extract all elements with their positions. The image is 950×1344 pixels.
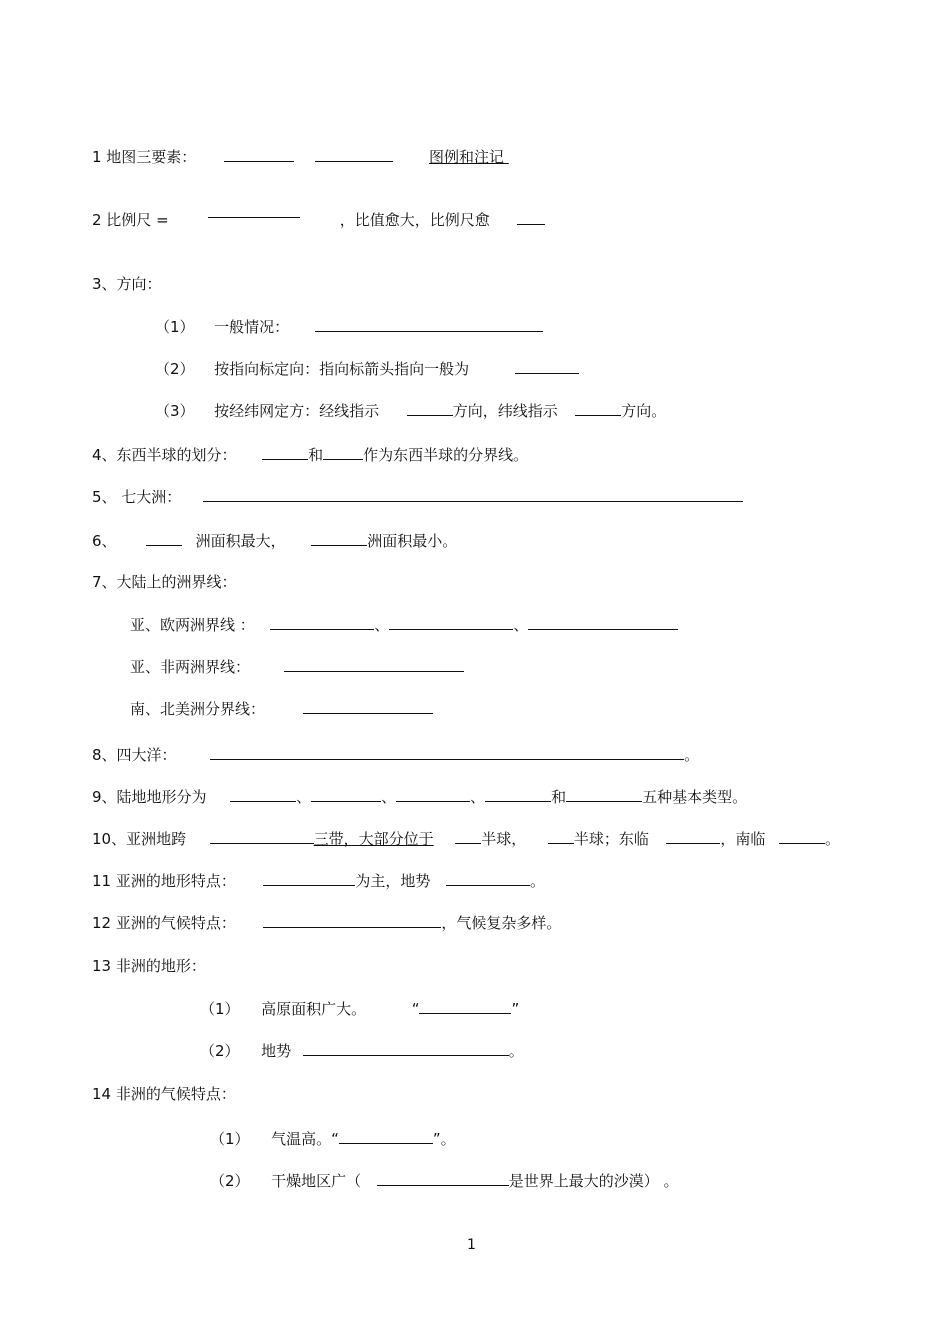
- q7-1-text: 亚、欧两洲界线 ：: [130, 616, 255, 634]
- q3-1-num: （1）: [155, 318, 195, 336]
- q13-1-close-quote: ”: [511, 1000, 520, 1018]
- q1-blank-1: [224, 146, 294, 162]
- q11-blank-2: [446, 870, 530, 886]
- q9-blank-5: [566, 786, 642, 802]
- question-10: [92, 828, 840, 849]
- question-14-item-2: [210, 1170, 678, 1191]
- q11-label: 11 亚洲的地形特点：: [92, 872, 236, 890]
- q6-blank-2: [311, 530, 367, 546]
- question-13-label: 13 非洲的地形：: [92, 957, 206, 975]
- q13-2-text: 地势: [261, 1042, 292, 1060]
- q1-label: 1 地图三要素：: [92, 148, 197, 166]
- q3-2-text: 按指向标定向：指向标箭头指向一般为: [214, 360, 470, 378]
- q10-blank-1: [210, 828, 314, 844]
- q10-blank-3: [548, 828, 574, 844]
- q9-and: 和: [551, 788, 567, 806]
- q14-1-num: （1）: [210, 1130, 250, 1148]
- q2-label: 2 比例尺 =: [92, 211, 169, 229]
- q7-2-blank: [284, 656, 464, 672]
- question-7-row-3: [130, 698, 433, 719]
- q10-blank-2: [455, 828, 481, 844]
- q3-3-text3: 方向。: [621, 402, 667, 420]
- q9-blank-2: [311, 786, 381, 802]
- question-2: [92, 209, 545, 230]
- q1-answer: 图例和注记: [429, 148, 505, 166]
- q4-label: 4、东西半球的划分：: [92, 446, 237, 464]
- question-8: [92, 744, 699, 765]
- q2-fraction-line: [208, 217, 300, 218]
- q9-blank-1: [230, 786, 296, 802]
- question-13-item-1: [200, 998, 519, 1019]
- q11-t1: 为主，地势: [355, 872, 431, 890]
- q13-1-open-quote: “: [411, 1000, 420, 1018]
- q13-2-blank: [303, 1040, 509, 1056]
- question-5: [92, 486, 743, 507]
- question-12: [92, 912, 561, 933]
- q6-label: 6、: [92, 532, 117, 550]
- question-7-row-2: [130, 656, 464, 677]
- q14-1-text: 气温高。“: [271, 1130, 339, 1148]
- page-number: 1: [467, 1237, 476, 1253]
- question-3-item-1: [155, 316, 543, 337]
- q1-blank-2: [315, 146, 393, 162]
- question-7-row-1: [130, 614, 678, 635]
- q2-text: ，比值愈大，比例尺愈: [339, 211, 490, 229]
- q10-t4: ，南临: [720, 830, 766, 848]
- q10-label: 10、亚洲地跨: [92, 830, 187, 848]
- q1-answer-trail: [504, 148, 509, 166]
- q6-blank-1: [146, 530, 182, 546]
- q9-sep-2: 、: [381, 788, 397, 806]
- q5-blank: [203, 486, 743, 502]
- q9-sep-3: 、: [470, 788, 486, 806]
- question-7-label: 7、大陆上的洲界线：: [92, 573, 237, 591]
- question-9: [92, 786, 747, 807]
- q4-tail: 作为东西半球的分界线。: [363, 446, 529, 464]
- q14-2-end: 是世界上最大的沙漠） 。: [508, 1172, 679, 1190]
- q14-2-blank: [377, 1170, 509, 1186]
- q10-blank-5: [779, 828, 825, 844]
- q9-sep-1: 、: [296, 788, 312, 806]
- q8-end: 。: [684, 746, 700, 764]
- q4-blank-2: [323, 444, 363, 460]
- q8-label: 8、四大洋：: [92, 746, 177, 764]
- question-13-item-2: [200, 1040, 524, 1061]
- q10-t2: 半球，: [481, 830, 527, 848]
- q14-1-blank: [339, 1128, 433, 1144]
- q3-1-text: 一般情况：: [214, 318, 290, 336]
- q8-blank: [210, 744, 684, 760]
- q4-mid: 和: [308, 446, 324, 464]
- q13-2-end: 。: [508, 1042, 524, 1060]
- question-14-label: 14 非洲的气候特点：: [92, 1085, 236, 1103]
- q7-2-text: 亚、非两洲界线：: [130, 658, 251, 676]
- q9-blank-3: [396, 786, 470, 802]
- q14-1-end: ”。: [432, 1130, 456, 1148]
- q13-1-blank: [419, 998, 511, 1014]
- question-14-item-1: [210, 1128, 456, 1149]
- q7-3-blank: [303, 698, 433, 714]
- q2-blank: [517, 209, 545, 225]
- q3-3-blank-1: [407, 400, 453, 416]
- q10-t3: 半球；东临: [573, 830, 649, 848]
- q13-2-num: （2）: [200, 1042, 240, 1060]
- q7-1-sep-2: 、: [513, 616, 529, 634]
- q10-t1: 三带，大部分位于: [313, 830, 434, 848]
- q11-blank-1: [263, 870, 355, 886]
- q7-1-blank-2: [389, 614, 513, 630]
- q3-2-blank: [515, 358, 579, 374]
- q6-text1: 洲面积最大，: [195, 532, 286, 550]
- q12-label: 12 亚洲的气候特点：: [92, 914, 236, 932]
- q3-3-num: （3）: [155, 402, 195, 420]
- q9-tail: 五种基本类型。: [642, 788, 748, 806]
- question-3-item-3: [155, 400, 666, 421]
- q11-t2: 。: [530, 872, 546, 890]
- q14-2-num: （2）: [210, 1172, 250, 1190]
- q7-1-sep-1: 、: [374, 616, 390, 634]
- question-4: [92, 444, 528, 465]
- question-6: [92, 530, 457, 551]
- q7-1-blank-1: [270, 614, 374, 630]
- question-11: [92, 870, 545, 891]
- question-1: [92, 146, 509, 167]
- q3-2-num: （2）: [155, 360, 195, 378]
- q4-blank-1: [262, 444, 308, 460]
- q3-3-text: 按经纬网定方：经线指示: [214, 402, 380, 420]
- q9-label: 9、陆地地形分为: [92, 788, 207, 806]
- q12-blank: [263, 912, 441, 928]
- q3-3-text2: 方向，纬线指示: [452, 402, 558, 420]
- q13-1-text: 高原面积广大。: [261, 1000, 367, 1018]
- q5-label: 5、 七大洲：: [92, 488, 182, 506]
- q3-3-blank-2: [575, 400, 621, 416]
- q7-1-blank-3: [528, 614, 678, 630]
- q13-1-num: （1）: [200, 1000, 240, 1018]
- q7-3-text: 南、北美洲分界线：: [130, 700, 266, 718]
- q10-blank-4: [666, 828, 720, 844]
- question-3-item-2: [155, 358, 579, 379]
- q3-1-blank: [315, 316, 543, 332]
- q12-t1: ，气候复杂多样。: [441, 914, 562, 932]
- q6-text2: 洲面积最小。: [367, 532, 458, 550]
- question-3-label: 3、方向：: [92, 275, 162, 293]
- q9-blank-4: [485, 786, 551, 802]
- q10-t5: 。: [824, 830, 840, 848]
- q14-2-text: 干燥地区广（: [271, 1172, 362, 1190]
